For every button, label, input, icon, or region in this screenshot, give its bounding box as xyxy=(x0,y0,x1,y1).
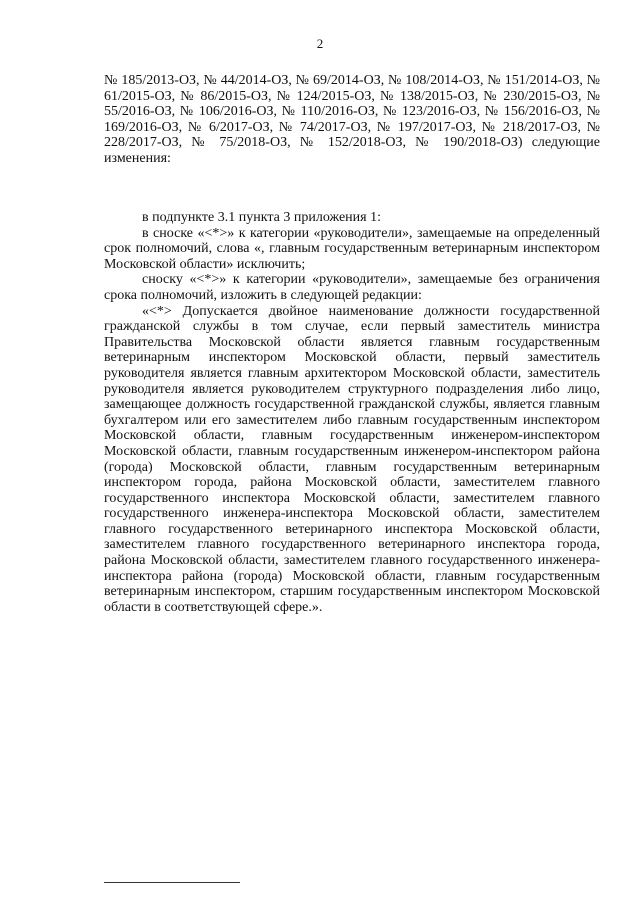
law-references xyxy=(104,73,600,167)
footnote-new-wording: «<*> Допускается двойное наименование должности государственной гражданской службы в том случае, если первый заместитель министра Правительства Московской области является главным государственным ветеринарным инспектором Московской области, первый заместитель руководителя является главным архитектором Московской области, заместитель руководителя является руководителем структурного подразделения либо лицо, замещающее должность государственной гражданской службы, является главным бухгалтером или его заместителем либо главным государственным инспектором Московской области, главным государственным инженером-инспектором Московской области, главным государственным инженером-инспектором района (города) Московской области, главным государственным ветеринарным инспектором города, района Московской области, заместителем главного государственного инспектора Московской области, заместителем главного государственного инженера-инспектора Московской области, заместителем главного государственного ветеринарного инспектора Московской области, заместителем главного государственного ветеринарного инспектора города, района Московской области, заместителем главного государственного инженера-инспектора района (города) Московской области, главным государственным ветеринарным инспектором, старшим государственным инспектором Московской области в соответствующей сфере.». xyxy=(104,303,600,615)
footnote-divider xyxy=(104,882,240,883)
amendment-footnote-fixed-term: в сноске «<*>» к категории «руководители», замещаемые на определенный срок полномочий, слова «, главным государственным ветеринарным инспектором Московской области» исключить; xyxy=(104,225,600,272)
amendment-intro: в подпункте 3.1 пункта 3 приложения 1: xyxy=(142,210,381,225)
page-number: 2 xyxy=(316,36,324,51)
amendment-footnote-unlimited-term: сноску «<*>» к категории «руководители», замещаемые без ограничения срока полномочий, изложить в следующей редакции: xyxy=(104,272,600,303)
amendments-section xyxy=(104,210,600,615)
references-paragraph: № 185/2013-ОЗ, № 44/2014-ОЗ, № 69/2014-ОЗ, № 108/2014-ОЗ, № 151/2014-ОЗ, № 61/2015-ОЗ, № 86/2015-ОЗ, № 124/2015-ОЗ, № 138/2015-ОЗ, № 230/2015-ОЗ, № 55/2016-ОЗ, № 106/2016-ОЗ, № 110/2016-ОЗ, № 123/2016-ОЗ, № 156/2016-ОЗ, № 169/2016-ОЗ, № 6/2017-ОЗ, № 74/2017-ОЗ, № 197/2017-ОЗ, № 218/2017-ОЗ, № 228/2017-ОЗ, № 75/2018-ОЗ, № 152/2018-ОЗ, № 190/2018-ОЗ) следующие изменения: xyxy=(104,73,600,166)
